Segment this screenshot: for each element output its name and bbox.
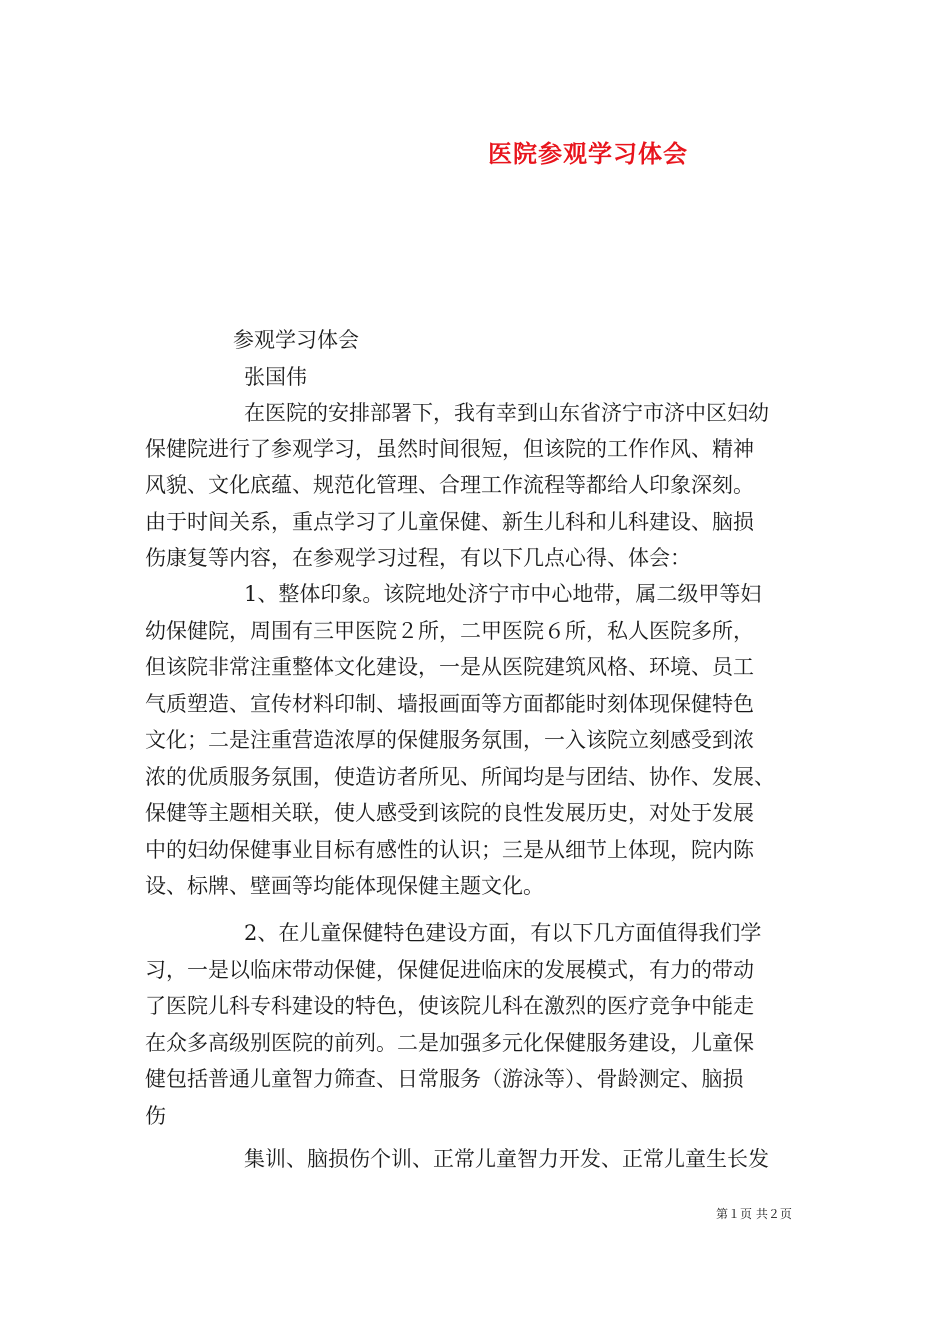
body-line: 保健院进行了参观学习，虽然时间很短，但该院的工作作风、精神 — [145, 437, 754, 461]
body-line: 健包括普通儿童智力筛查、日常服务（游泳等）、骨龄测定、脑损 — [145, 1067, 744, 1091]
body-line: 设、标牌、壁画等均能体现保健主题文化。 — [145, 874, 544, 898]
body-line: 幼保健院，周围有三甲医院２所，二甲医院６所，私人医院多所， — [145, 619, 754, 643]
body-line: 气质塑造、宣传材料印制、墙报画面等方面都能时刻体现保健特色 — [145, 692, 754, 716]
body-line: 风貌、文化底蕴、规范化管理、合理工作流程等都给人印象深刻。 — [145, 473, 754, 497]
body-line: 浓的优质服务氛围，使造访者所见、所闻均是与团结、协作、发展、 — [145, 765, 775, 789]
body-line: 文化；二是注重营造浓厚的保健服务氛围，一入该院立刻感受到浓 — [145, 728, 754, 752]
body-line: 1、整体印象。该院地处济宁市中心地带，属二级甲等妇 — [244, 582, 762, 606]
body-line: 习，一是以临床带动保健，保健促进临床的发展模式，有力的带动 — [145, 958, 754, 982]
author-name: 张国伟 — [244, 365, 307, 389]
document-title: 医院参观学习体会 — [488, 139, 688, 168]
body-line: 2、在儿童保健特色建设方面，有以下几方面值得我们学 — [244, 921, 762, 945]
body-line: 集训、脑损伤个训、正常儿童智力开发、正常儿童生长发 — [244, 1147, 769, 1171]
body-line: 伤康复等内容，在参观学习过程，有以下几点心得、体会： — [145, 546, 691, 570]
subtitle: 参观学习体会 — [233, 328, 359, 352]
body-line: 中的妇幼保健事业目标有感性的认识；三是从细节上体现，院内陈 — [145, 838, 754, 862]
body-line: 但该院非常注重整体文化建设，一是从医院建筑风格、环境、员工 — [145, 655, 754, 679]
body-line: 在医院的安排部署下，我有幸到山东省济宁市济中区妇幼 — [244, 401, 769, 425]
body-line: 伤 — [145, 1104, 166, 1128]
body-line: 保健等主题相关联，使人感受到该院的良性发展历史，对处于发展 — [145, 801, 754, 825]
body-line: 在众多高级别医院的前列。二是加强多元化保健服务建设，儿童保 — [145, 1031, 754, 1055]
body-line: 了医院儿科专科建设的特色，使该院儿科在激烈的医疗竞争中能走 — [145, 994, 754, 1018]
page-number: 第１页 共２页 — [716, 1207, 792, 1221]
body-line: 由于时间关系，重点学习了儿童保健、新生儿科和儿科建设、脑损 — [145, 510, 754, 534]
